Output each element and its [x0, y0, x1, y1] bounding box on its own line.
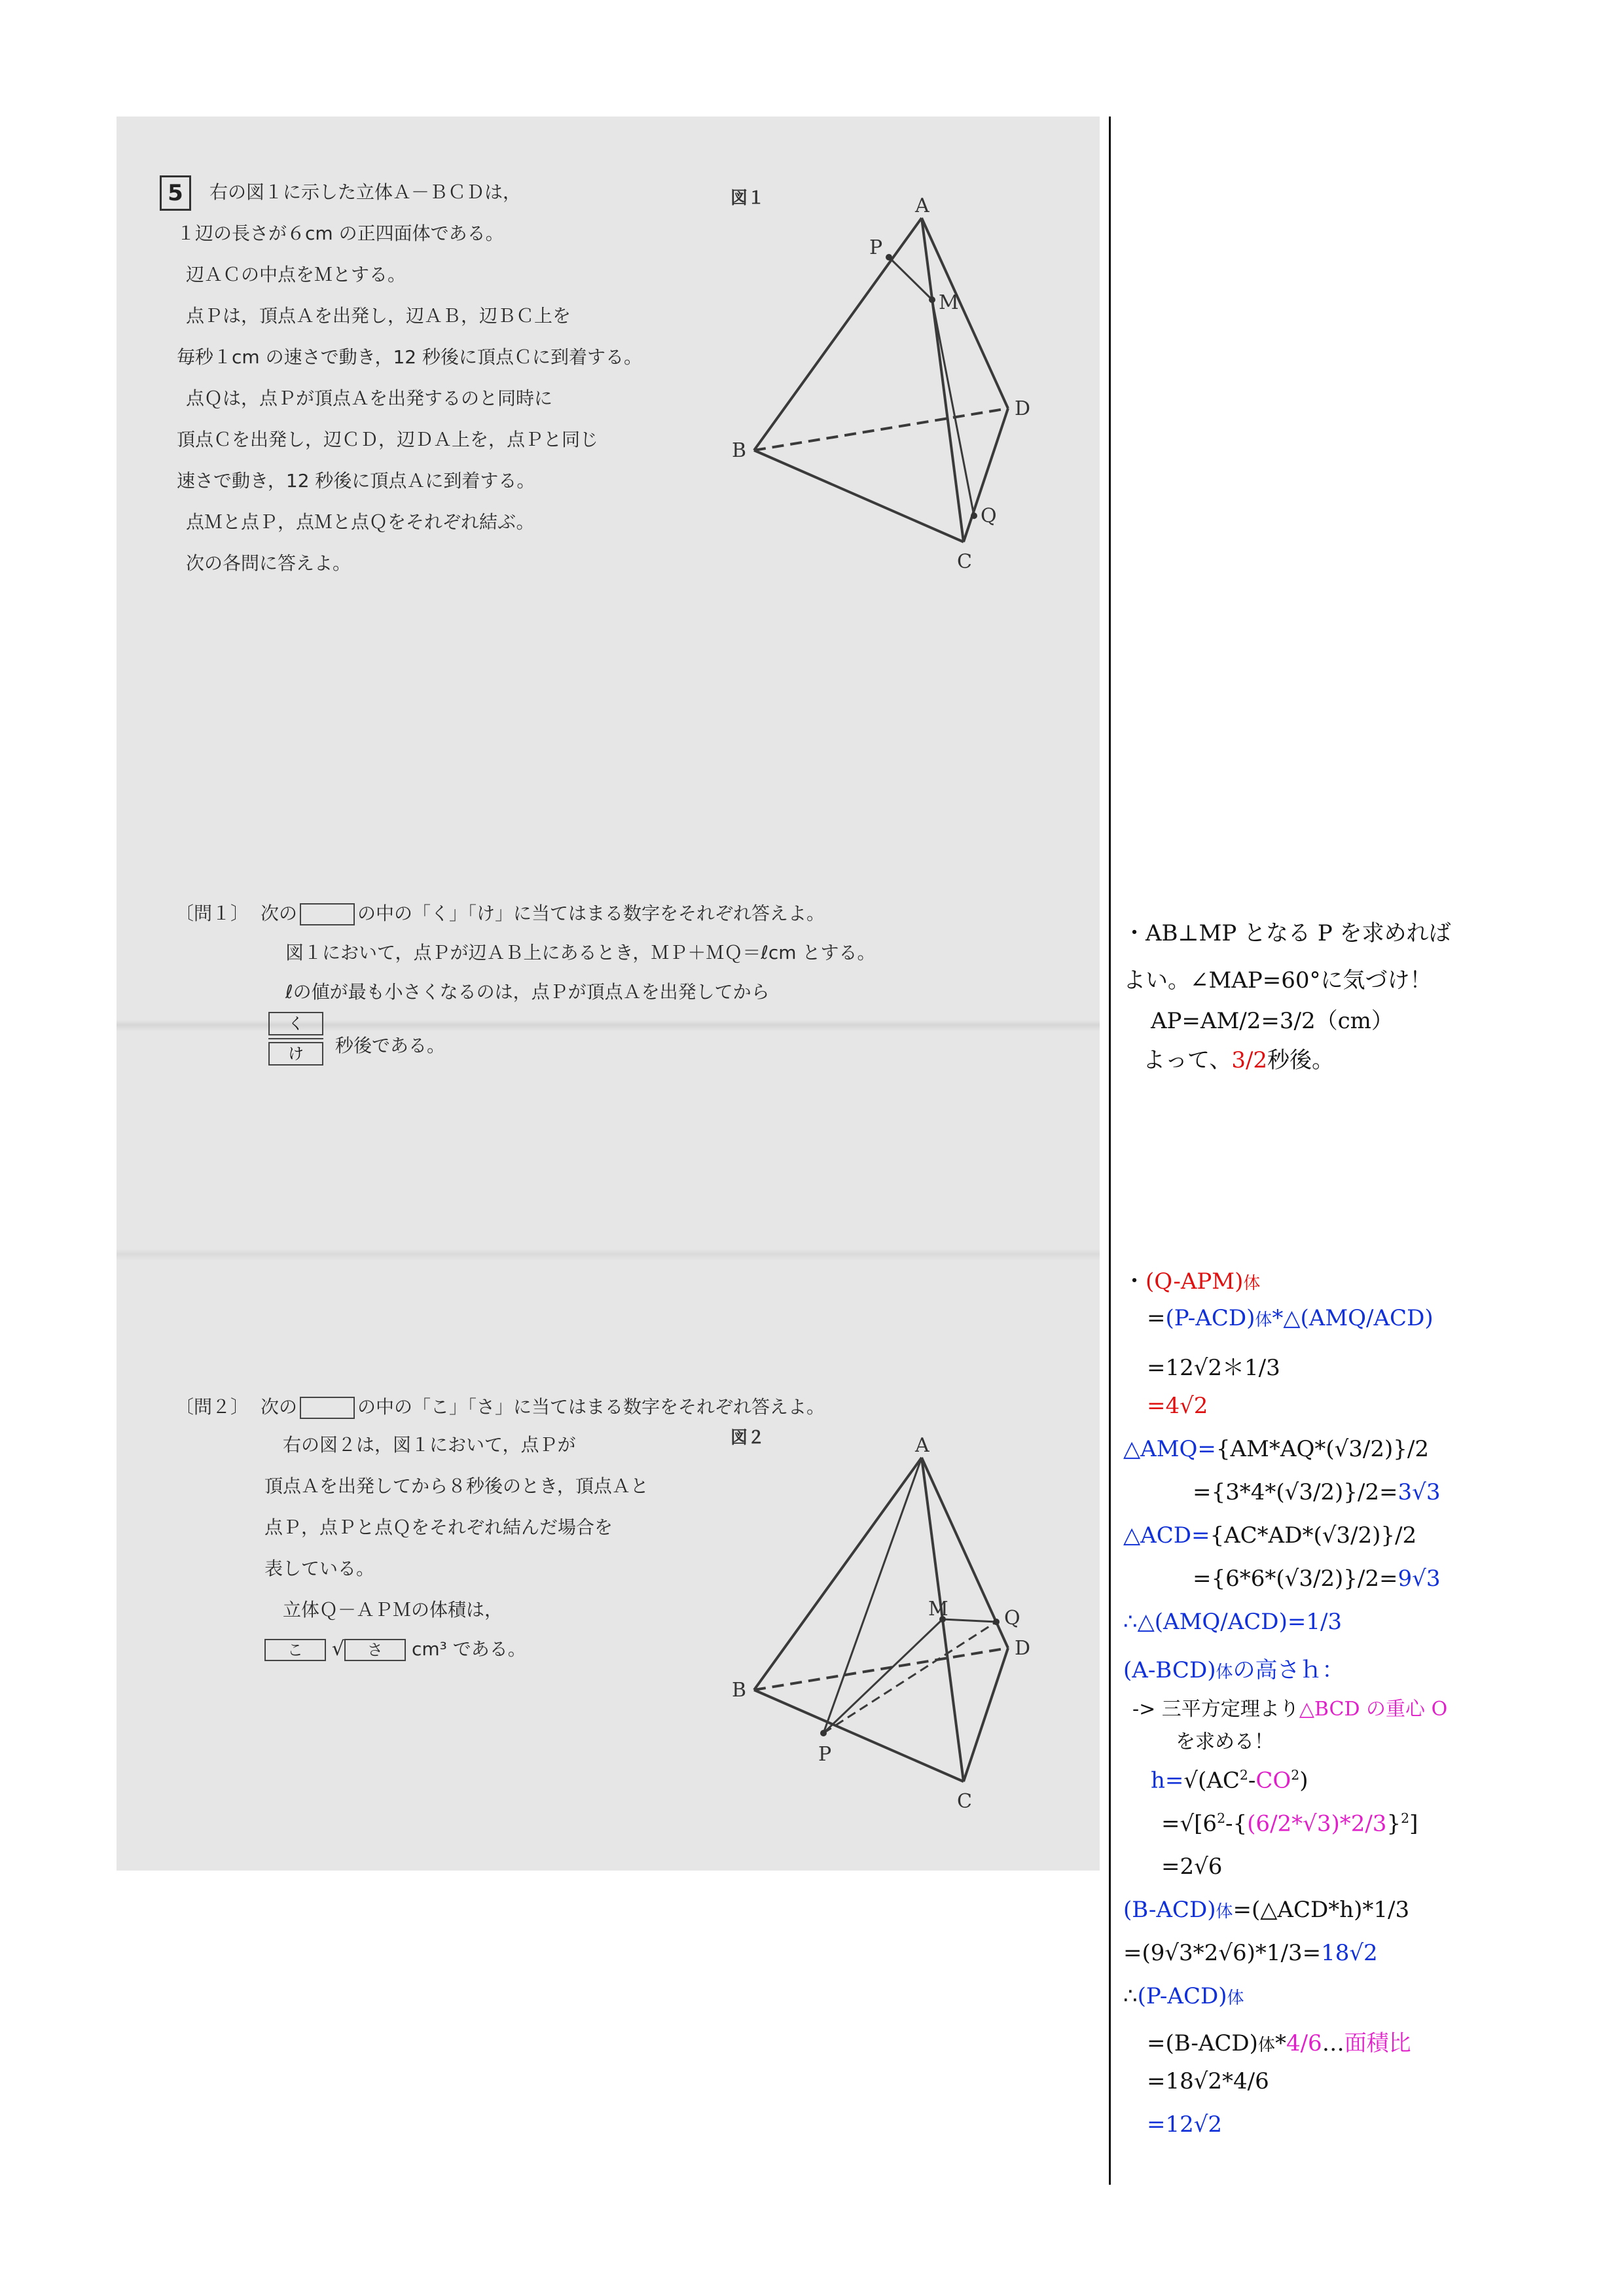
figure2-label: 図２ — [731, 1428, 765, 1448]
edge-ab — [754, 218, 922, 450]
segment-pm — [823, 1619, 943, 1733]
label-c: C — [957, 550, 972, 573]
note-q2-line13: $h=√(AC^2-CO^2)$ — [1151, 1767, 1308, 1794]
question2-label: 〔問２〕 — [175, 1396, 249, 1418]
figure1-label: 図１ — [731, 188, 765, 208]
note-q2-line6: ={3*4*(√3/2)}/2=3√3 — [1193, 1479, 1441, 1505]
note-q2-line21: =12√2 — [1147, 2111, 1223, 2138]
scanned-exam-page — [117, 117, 1100, 1871]
label-m: M — [939, 291, 959, 314]
label-a: A — [915, 194, 929, 217]
note-q2-line11: -> 三平方定理より△BCD の重心 O — [1132, 1698, 1448, 1721]
answer-fraction-kuke — [268, 1012, 323, 1066]
note-q2-line2: =(P-ACD)体*△(AMQ/ACD) — [1147, 1305, 1434, 1331]
note-q2-line20: =18√2*4/6 — [1147, 2068, 1269, 2094]
note-q1-line4: よって、3/2秒後。 — [1143, 1047, 1335, 1073]
answer-box-sa: さ — [344, 1639, 406, 1661]
note-q2-line14: $=√[6^2-\{(6/2*√3)*2/3\}^2]$ — [1161, 1810, 1418, 1837]
intro-line: 右の図１に示した立体Ａ－ＢＣＤは， — [209, 181, 522, 203]
intro-line: 点Ｑは，点Ｐが頂点Ａを出発するのと同時に — [186, 387, 553, 409]
question2-text-line: 立体Ｑ－ＡＰＭの体積は， — [283, 1599, 503, 1621]
note-q2-line16: (B-ACD)体=(△ACD*h)*1/3 — [1123, 1897, 1410, 1923]
problem-number: 5 — [168, 180, 183, 206]
page-divider — [1109, 117, 1111, 2185]
intro-line: 頂点Ｃを出発し，辺ＣＤ，辺ＤＡ上を，点Ｐと同じ — [177, 429, 599, 450]
note-q2-line19: =(B-ACD)体*4/6…面積比 — [1147, 2030, 1411, 2056]
segment-mq — [932, 300, 974, 516]
note-q2-line3: =12√2＊1/3 — [1147, 1355, 1280, 1381]
problem-intro — [177, 171, 642, 584]
figure1-tetrahedron — [706, 188, 1098, 594]
answer-box-ke: け — [268, 1042, 323, 1066]
question2-text-line: 点Ｐ，点Ｐと点Ｑをそれぞれ結んだ場合を — [264, 1516, 613, 1538]
question2-text-line: 右の図２は，図１において，点Ｐが — [283, 1434, 576, 1456]
label-d: D — [1015, 1637, 1031, 1660]
answer-box-ko: こ — [264, 1639, 326, 1661]
note-q2-line18: ∴(P-ACD)体 — [1123, 1983, 1244, 2009]
segment-pq — [823, 1622, 996, 1733]
question1-line1: 次の の中の「く」「け」に当てはまる数字をそれぞれ答えよ。 — [261, 903, 825, 924]
question1-label: 〔問１〕 — [175, 903, 249, 924]
answer-box-blank — [300, 903, 355, 925]
edge-cd — [964, 1648, 1008, 1782]
note-q2-line7: △ACD={AC*AD*(√3/2)}/2 — [1123, 1522, 1417, 1549]
segment-ap — [823, 1458, 922, 1733]
answer-box-blank — [300, 1397, 355, 1419]
note-q2-line5: △AMQ={AM*AQ*(√3/2)}/2 — [1123, 1436, 1429, 1462]
question1-after: 秒後である。 — [335, 1035, 446, 1056]
label-q: Q — [981, 505, 997, 528]
label-b: B — [732, 439, 747, 462]
note-q2-line17: =(9√3*2√6)*1/3=18√2 — [1123, 1940, 1378, 1966]
note-q2-line15: =2√6 — [1161, 1854, 1223, 1880]
answer-box-ku: く — [268, 1012, 323, 1035]
edge-bd-hidden — [754, 408, 1008, 450]
intro-line: 毎秒１cm の速さで動き，12 秒後に頂点Ｃに到着する。 — [177, 346, 642, 368]
segment-mq — [943, 1619, 996, 1622]
question2-answer-line: こ √ さ cm³ である。 — [264, 1635, 526, 1661]
question1-line3: ℓの値が最も小さくなるのは，点Ｐが頂点Ａを出発してから — [285, 981, 770, 1003]
label-b: B — [732, 1679, 747, 1702]
label-p: P — [869, 236, 883, 259]
label-c: C — [957, 1790, 972, 1813]
note-q2-line9: ∴△(AMQ/ACD)=1/3 — [1123, 1609, 1343, 1635]
question2-line1: 次の の中の「こ」「さ」に当てはまる数字をそれぞれ答えよ。 — [261, 1396, 825, 1418]
note-q2-line4: =4√2 — [1147, 1393, 1208, 1419]
note-q1-line3: AP=AM/2=3/2（cm） — [1151, 1008, 1394, 1034]
figure2-tetrahedron — [706, 1428, 1098, 1834]
note-q2-line10: (A-BCD)体の高さｈ： — [1123, 1657, 1344, 1683]
intro-line: 点Ｐは，頂点Ａを出発し，辺ＡＢ，辺ＢＣ上を — [186, 305, 571, 327]
question2-text-line: 頂点Ａを出発してから８秒後のとき，頂点Ａと — [264, 1475, 649, 1497]
label-p: P — [818, 1743, 832, 1766]
intro-line: １辺の長さが６cm の正四面体である。 — [177, 223, 504, 244]
note-q2-line12: を求める！ — [1176, 1731, 1274, 1753]
note-q2-line1: ・(Q-APM)体 — [1123, 1268, 1261, 1295]
question2-text-line: 表している。 — [264, 1558, 375, 1579]
intro-line: 次の各問に答えよ。 — [186, 552, 352, 574]
label-a: A — [915, 1434, 929, 1457]
question1-line2: 図１において，点Ｐが辺ＡＢ上にあるとき，ＭＰ＋ＭＱ＝ℓcm とする。 — [285, 942, 876, 963]
edge-bc — [754, 1690, 964, 1782]
note-q2-line8: ={6*6*(√3/2)}/2=9√3 — [1193, 1566, 1441, 1592]
segment-mp — [889, 257, 932, 300]
label-m: M — [928, 1598, 948, 1621]
edge-ab — [754, 1458, 922, 1690]
question2-body — [264, 1424, 649, 1630]
note-q1-line1: ・AB⊥MP となる P を求めれば — [1123, 920, 1451, 946]
note-q1-line2: よい。∠MAP=60°に気づけ！ — [1123, 967, 1432, 994]
intro-line: 速さで動き，12 秒後に頂点Ａに到着する。 — [177, 470, 535, 492]
edge-bd-hidden — [754, 1648, 1008, 1690]
intro-line: 辺ＡＣの中点をＭとする。 — [186, 264, 406, 285]
intro-line: 点Ｍと点Ｐ，点Ｍと点Ｑをそれぞれ結ぶ。 — [186, 511, 535, 533]
label-q: Q — [1004, 1607, 1020, 1630]
label-d: D — [1015, 397, 1031, 420]
edge-bc — [754, 450, 964, 542]
